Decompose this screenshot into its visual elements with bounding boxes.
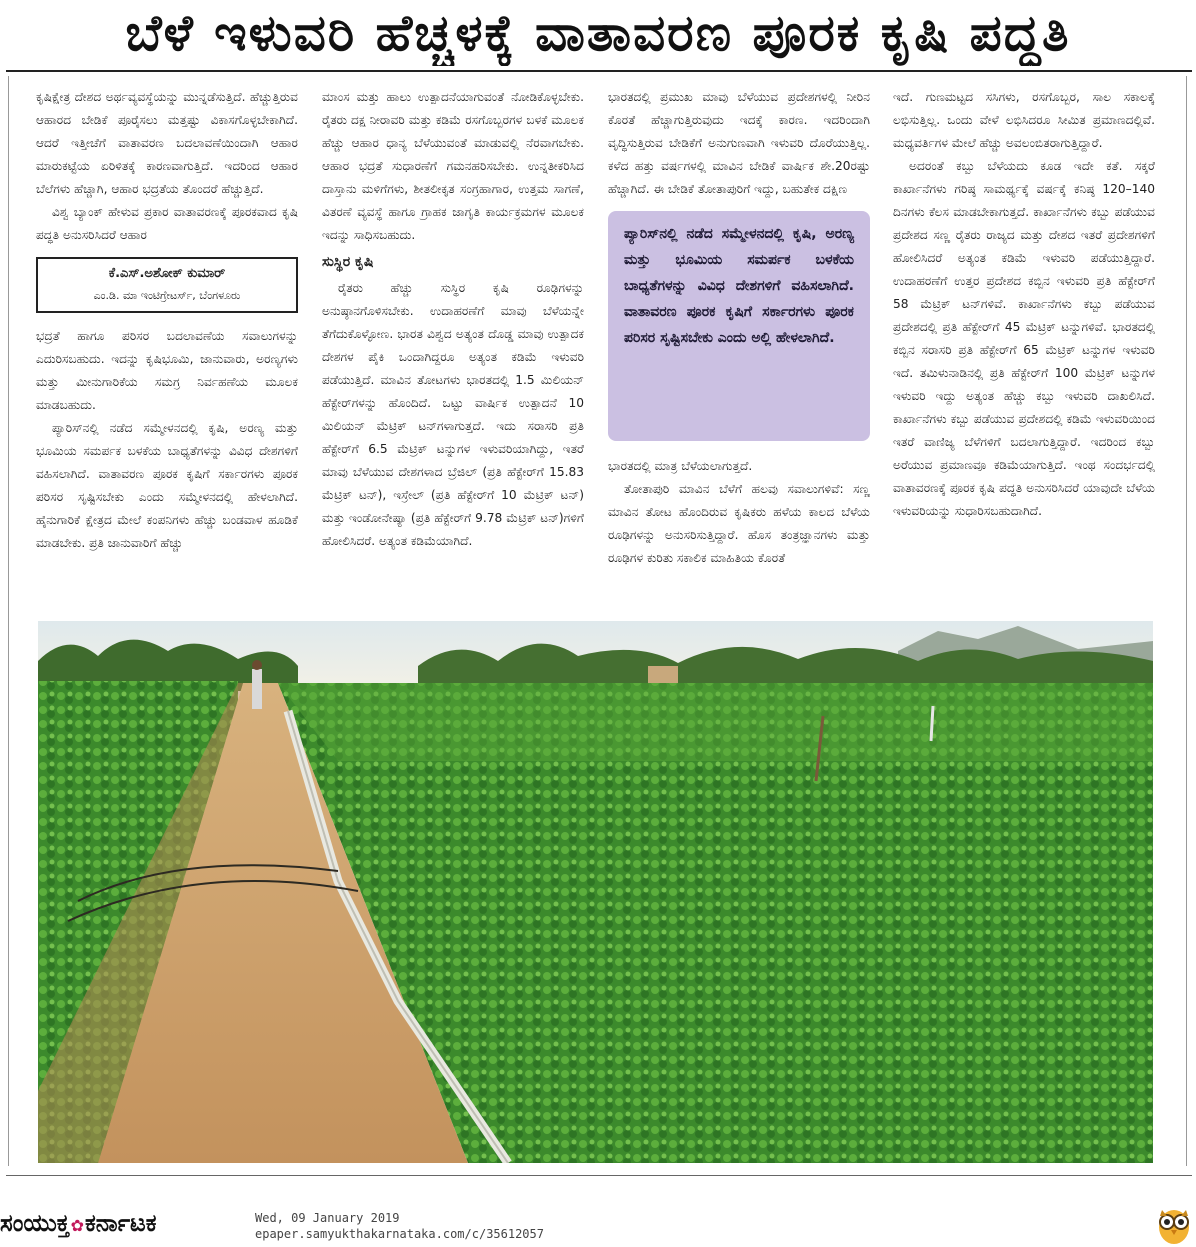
paragraph: ಪ್ಯಾರಿಸ್‌ನಲ್ಲಿ ನಡೆದ ಸಮ್ಮೇಳನದಲ್ಲಿ ಕೃಷಿ, ಅರಣ್ಯ ಮತ್ತು ಭೂಮಿಯ ಸಮರ್ಪಕ ಬಳಕೆಯ ಬಾಧ್ಯತೆಗಳನ್ನು ವಿವಿಧ ದೇಶಗಳಿಗೆ ವಹಿಸಲಾಗಿದೆ. ವಾತಾವರಣ ಪೂರಕ ಕೃಷಿಗೆ ಸರ್ಕಾರಗಳು ಪೂರಕ ಪರಿಸರ ಸೃಷ್ಟಿಸಬೇಕು ಎಂದು ಸಮ್ಮೇಳನದಲ್ಲಿ ಹೇಳಲಾಗಿದೆ. ಹೈನುಗಾರಿಕೆ ಕ್ಷೇತ್ರದ ಮೇಲೆ ಕಂಪನಿಗಳು ಹೆಚ್ಚು ಬಂಡವಾಳ ಹೂಡಿಕೆ ಮಾಡಬೇಕು. ಪ್ರತಿ ಜಾನುವಾರಿಗೆ ಹೆಚ್ಚು [36,421,298,550]
headline: ಬೆಳೆ ಇಳುವರಿ ಹೆಚ್ಚಳಕ್ಕೆ ವಾತಾವರಣ ಪೂರಕ ಕೃಷಿ ಪದ್ಧತಿ [125,4,1071,62]
paragraph: ಭದ್ರತೆ ಹಾಗೂ ಪರಿಸರ ಬದಲಾವಣೆಯ ಸವಾಲುಗಳನ್ನು ಎದುರಿಸಬಹುದು. ಇದನ್ನು ಕೃಷಿಭೂಮಿ, ಜಾನುವಾರು, ಅರಣ್ಯಗಳು ಮತ್ತು ಮೀನುಗಾರಿಕೆಯ ಸಮಗ್ರ ನಿರ್ವಹಣೆಯ ಮೂಲಕ ಮಾಡಬಹುದು. [36,329,298,412]
paragraph: ಭಾರತದಲ್ಲಿ ಮಾತ್ರ ಬೆಳೆಯಲಾಗುತ್ತದೆ. [608,459,753,473]
field-marker [931,706,933,741]
owl-icon [1156,1205,1192,1245]
paragraph: ಭಾರತದಲ್ಲಿ ಪ್ರಮುಖ ಮಾವು ಬೆಳೆಯುವ ಪ್ರದೇಶಗಳಲ್ಲಿ ನೀರಿನ ಕೊರತೆ ಹೆಚ್ಚಾಗುತ್ತಿರುವುದು ಇದಕ್ಕೆ ಕಾರಣ. ಇದರಿಂದಾಗಿ ವೃದ್ಧಿಸುತ್ತಿರುವ ಬೇಡಿಕೆಗೆ ಅನುಗುಣವಾಗಿ ಇಳುವರಿ ದೊರೆಯುತ್ತಿಲ್ಲ. ಕಳೆದ ಹತ್ತು ವರ್ಷಗಳಲ್ಲಿ ಮಾವಿನ ಬೇಡಿಕೆ ವಾರ್ಷಿಕ ಶೇ.20ರಷ್ಟು ಹೆಚ್ಚಾಗಿದೆ. ಈ ಬೇಡಿಕೆ ತೋತಾಪುರಿಗೆ ಇದ್ದು, ಬಹುತೇಕ ದಕ್ಷಿಣ [608,90,870,196]
byline-role: ಎಂ.ಡಿ. ಮಾ ಇಂಟಿಗ್ರೇಟರ್ಸ್, ಬೆಂಗಳೂರು [93,289,241,302]
byline-name: ಕೆ.ಎಸ್.ಅಶೋಕ್ ಕುಮಾರ್ [108,266,226,281]
paragraph: ಕೃಷಿಕ್ಷೇತ್ರ ದೇಶದ ಅರ್ಥವ್ಯವಸ್ಥೆಯನ್ನು ಮುನ್ನಡೆಸುತ್ತಿದೆ. ಹೆಚ್ಚುತ್ತಿರುವ ಆಹಾರದ ಬೇಡಿಕೆ ಪೂರೈಸಲು ಮತ್ತಷ್ಟು ವಿಕಾಸಗೊಳ್ಳಬೇಕಾಗಿದೆ. ಆದರೆ ಇತ್ತೀಚೆಗೆ ವಾತಾವರಣ ಬದಲಾವಣೆಯಿಂದಾಗಿ ಆಹಾರ ಮಾರುಕಟ್ಟೆಯ ಏರಿಳಿತಕ್ಕೆ ಕಾರಣವಾಗುತ್ತಿದೆ. ಇದರಿಂದ ಆಹಾರ ಬೆಲೆಗಳು ಹೆಚ್ಚಾಗಿ, ಆಹಾರ ಭದ್ರತೆಯ ತೊಂದರೆ ಹೆಚ್ಚುತ್ತಿದೆ. [36,90,298,196]
person [252,669,262,709]
subheading: ಸುಸ್ಥಿರ ಕೃಷಿ [322,254,374,270]
top-rule [6,70,1192,72]
byline-box [36,257,298,313]
field-shade [278,683,1153,761]
pullquote: ಪ್ಯಾರಿಸ್‌ನಲ್ಲಿ ನಡೆದ ಸಮ್ಮೇಳನದಲ್ಲಿ ಕೃಷಿ, ಅರಣ್ಯ ಮತ್ತು ಭೂಮಿಯ ಸಮರ್ಪಕ ಬಳಕೆಯ ಬಾಧ್ಯತೆಗಳನ್ನು ವಿವಿಧ ದೇಶಗಳಿಗೆ ವಹಿಸಲಾಗಿದೆ. ವಾತಾವರಣ ಪೂರಕ ಕೃಷಿಗೆ ಸರ್ಕಾರಗಳು ಪೂರಕ ಪರಿಸರ ಸೃಷ್ಟಿಸಬೇಕು ಎಂದು ಅಲ್ಲಿ ಹೇಳಲಾಗಿದೆ. [608,211,870,441]
flower-icon: ✿ [70,1216,84,1235]
person-head [252,660,262,670]
article-column-1 [36,86,298,616]
left-margin-line [8,76,9,1166]
epaper-link[interactable]: epaper.samyukthakarnataka.com/c/35612057 [255,1227,544,1241]
paragraph: ಇದೆ. ಗುಣಮಟ್ಟದ ಸಸಿಗಳು, ರಸಗೊಬ್ಬರ, ಸಾಲ ಸಕಾಲಕ್ಕೆ ಲಭಿಸುತ್ತಿಲ್ಲ. ಒಂದು ವೇಳೆ ಲಭಿಸಿದರೂ ಸೀಮಿತ ಪ್ರಮಾಣದಲ್ಲಿವೆ. ಮಧ್ಯವರ್ತಿಗಳ ಮೇಲೆ ಹೆಚ್ಚು ಅವಲಂಬಿತರಾಗುತ್ತಿದ್ದಾರೆ. [893,90,1155,150]
edition-date: Wed, 09 January 2019 [255,1211,400,1225]
right-margin-line [1186,76,1187,1166]
logo-text-part2: ಕರ್ನಾಟಕ [84,1209,157,1237]
footer-rule [6,1175,1192,1176]
logo-text-part1: ಸಂಯುಕ್ತ [0,1209,70,1237]
paragraph: ರೈತರು ಹೆಚ್ಚು ಸುಸ್ಥಿರ ಕೃಷಿ ರೂಢಿಗಳನ್ನು ಅನುಷ್ಠಾನಗೊಳಿಸಬೇಕು. ಉದಾಹರಣೆಗೆ ಮಾವು ಬೆಳೆಯನ್ನೇ ತೆಗೆದುಕೊಳ್ಳೋಣ. ಭಾರತ ವಿಶ್ವದ ಅತ್ಯಂತ ದೊಡ್ಡ ಮಾವು ಉತ್ಪಾದಕ ದೇಶಗಳ ಪೈಕಿ ಒಂದಾಗಿದ್ದರೂ ಅತ್ಯಂತ ಕಡಿಮೆ ಇಳುವರಿ ಪಡೆಯುತ್ತಿದೆ. ಮಾವಿನ ತೋಟಗಳು ಭಾರತದಲ್ಲಿ 1.5 ಮಿಲಿಯನ್ ಹೆಕ್ಟೇರ್‌ಗಳನ್ನು ಹೊಂದಿದೆ. ಒಟ್ಟು ವಾರ್ಷಿಕ ಉತ್ಪಾದನೆ 10 ಮಿಲಿಯನ್ ಮೆಟ್ರಿಕ್ ಟನ್‌ಗಳಾಗುತ್ತದೆ. ಇದು ಸರಾಸರಿ ಪ್ರತಿ ಹೆಕ್ಟೇರ್‌ಗೆ 6.5 ಮೆಟ್ರಿಕ್ ಟನ್ನುಗಳ ಇಳುವರಿಯಾಗಿದ್ದು, ಇತರೆ ಮಾವು ಬೆಳೆಯುವ ದೇಶಗಳಾದ ಬ್ರೆಜಿಲ್ (ಪ್ರತಿ ಹೆಕ್ಟೇರ್‌ಗೆ 15.83 ಮೆಟ್ರಿಕ್ ಟನ್), ಇಸ್ರೇಲ್ (ಪ್ರತಿ ಹೆಕ್ಟೇರ್‌ಗೆ 10 ಮೆಟ್ರಿಕ್ ಟನ್) ಮತ್ತು ಇಂಡೋನೇಷ್ಯಾ (ಪ್ರತಿ ಹೆಕ್ಟೇರ್‌ಗೆ 9.78 ಮೆಟ್ರಿಕ್ ಟನ್)ಗಳಿಗೆ ಹೋಲಿಸಿದರೆ. ಅತ್ಯಂತ ಕಡಿಮೆಯಾಗಿದೆ. [322,281,584,548]
article-column-2 [322,86,584,616]
newspaper-logo [0,1203,157,1243]
farm-field-photo [38,621,1153,1163]
paragraph: ಅದರಂತೆ ಕಬ್ಬು ಬೆಳೆಯದು ಕೂಡ ಇದೇ ಕತೆ. ಸಕ್ಕರೆ ಕಾರ್ಖಾನೆಗಳು ಗರಿಷ್ಠ ಸಾಮರ್ಥ್ಯಕ್ಕೆ ವರ್ಷಕ್ಕೆ ಕನಿಷ್ಠ 120–140 ದಿನಗಳು ಕೆಲಸ ಮಾಡಬೇಕಾಗುತ್ತದೆ. ಕಾರ್ಖಾನೆಗಳು ಕಬ್ಬು ಪಡೆಯುವ ಪ್ರದೇಶದ ಸಣ್ಣ ರೈತರು ರಾಜ್ಯದ ಮತ್ತು ದೇಶದ ಇತರೆ ಪ್ರದೇಶಗಳಿಗೆ ಹೋಲಿಸಿದರೆ ಅತ್ಯಂತ ಕಡಿಮೆ ಇಳುವರಿ ಪಡೆಯುತ್ತಿದ್ದಾರೆ. ಉದಾಹರಣೆಗೆ ಉತ್ತರ ಪ್ರದೇಶದ ಕಬ್ಬಿನ ಇಳುವರಿ ಪ್ರತಿ ಹೆಕ್ಟೇರ್‌ಗೆ 58 ಮೆಟ್ರಿಕ್ ಟನ್‌ಗಳಿವೆ. ಕಾರ್ಖಾನೆಗಳು ಕಬ್ಬು ಪಡೆಯುವ ಪ್ರದೇಶದಲ್ಲಿ ಪ್ರತಿ ಹೆಕ್ಟೇರ್‌ಗೆ 45 ಮೆಟ್ರಿಕ್ ಟನ್ನುಗಳಿವೆ. ಭಾರತದಲ್ಲಿ ಕಬ್ಬಿನ ಸರಾಸರಿ ಪ್ರತಿ ಹೆಕ್ಟೇರ್‌ಗೆ 65 ಮೆಟ್ರಿಕ್ ಟನ್ನುಗಳ ಇಳುವರಿ ಇದೆ. ತಮಿಳುನಾಡಿನಲ್ಲಿ ಪ್ರತಿ ಹೆಕ್ಟೇರ್‌ಗೆ 100 ಮೆಟ್ರಿಕ್ ಟನ್ನುಗಳ ಇಳುವರಿ ಇದ್ದು ಅತ್ಯಂತ ಹೆಚ್ಚು ಕಬ್ಬು ಇಳುವರಿ ದಾಖಲಿಸಿದೆ. ಕಾರ್ಖಾನೆಗಳು ಕಬ್ಬು ಪಡೆಯುವ ಪ್ರದೇಶದಲ್ಲಿ ಕಡಿಮೆ ಇಳುವರಿಯಿಂದ ಇತರೆ ವಾಣಿಜ್ಯ ಬೆಳೆಗಳಿಗೆ ಬದಲಾಗುತ್ತಿದ್ದಾರೆ. ಇದರಿಂದ ಕಬ್ಬು ಅರೆಯುವ ಪ್ರಮಾಣವೂ ಕಡಿಮೆಯಾಗುತ್ತಿದೆ. ಇಂಥ ಸಂದರ್ಭದಲ್ಲಿ ವಾತಾವರಣಕ್ಕೆ ಪೂರಕ ಕೃಷಿ ಪದ್ಧತಿ ಅನುಸರಿಸಿದರೆ ಯಾವುದೇ ಬೆಳೆಯ ಇಳುವರಿಯನ್ನು ಸುಧಾರಿಸಬಹುದಾಗಿದೆ. [893,159,1155,518]
article-column-4 [893,86,1155,616]
paragraph: ವಿಶ್ವ ಬ್ಯಾಂಕ್ ಹೇಳುವ ಪ್ರಕಾರ ವಾತಾವರಣಕ್ಕೆ ಪೂರಕವಾದ ಕೃಷಿ ಪದ್ಧತಿ ಅನುಸರಿಸಿದರೆ ಆಹಾರ [36,205,298,242]
paragraph: ಮಾಂಸ ಮತ್ತು ಹಾಲು ಉತ್ಪಾದನೆಯಾಗುವಂತೆ ನೋಡಿಕೊಳ್ಳಬೇಕು. ರೈತರು ದಕ್ಷ ನೀರಾವರಿ ಮತ್ತು ಕಡಿಮೆ ರಸಗೊಬ್ಬರಗಳ ಬಳಕೆ ಮೂಲಕ ಹೆಚ್ಚು ಆಹಾರ ಧಾನ್ಯ ಬೆಳೆಯುವಂತೆ ಮಾಡುವಲ್ಲಿ ನೆರವಾಗಬೇಕು. ಆಹಾರ ಭದ್ರತೆ ಸುಧಾರಣೆಗೆ ಗಮನಹರಿಸಬೇಕು. ಉನ್ನತೀಕರಿಸಿದ ದಾಸ್ತಾನು ಮಳಿಗೆಗಳು, ಶೀತಲೀಕೃತ ಸಂಗ್ರಹಾಗಾರ, ಉತ್ತಮ ಸಾಗಣೆ, ವಿತರಣೆ ವ್ಯವಸ್ಥೆ ಹಾಗೂ ಗ್ರಾಹಕ ಜಾಗೃತಿ ಕಾರ್ಯಕ್ರಮಗಳ ಮೂಲಕ ಇದನ್ನು ಸಾಧಿಸಬಹುದು. [322,90,584,242]
article-column-3 [608,86,870,616]
paragraph: ತೋತಾಪುರಿ ಮಾವಿನ ಬೆಳೆಗೆ ಹಲವು ಸವಾಲುಗಳಿವೆ: ಸಣ್ಣ ಮಾವಿನ ತೋಟ ಹೊಂದಿರುವ ಕೃಷಿಕರು ಹಳೆಯ ಕಾಲದ ಬೆಳೆಯ ರೂಢಿಗಳನ್ನು ಅನುಸರಿಸುತ್ತಿದ್ದಾರೆ. ಹೊಸ ತಂತ್ರಜ್ಞಾನಗಳು ಮತ್ತು ರೂಢಿಗಳ ಕುರಿತು ಸಕಾಲಿಕ ಮಾಹಿತಿಯ ಕೊರತೆ [608,482,870,565]
